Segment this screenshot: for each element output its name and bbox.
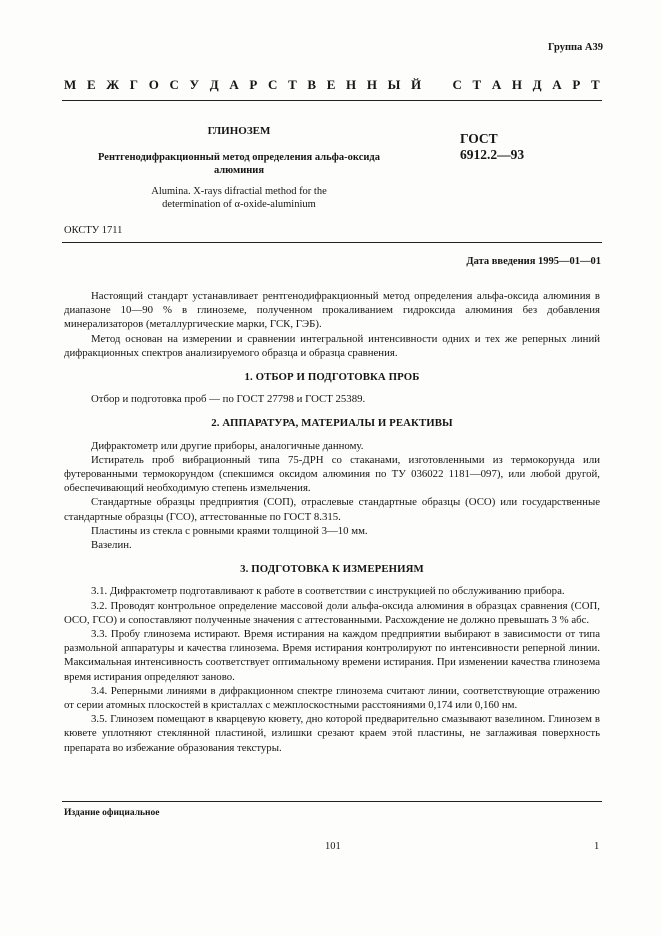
paragraph: 3.3. Пробу глинозема истирают. Время истирания на каждом предприятии выбирают в зависимости от типа размольной аппаратуры и качества глинозема. Время истирания контролируют по интенсивности реперной линии. Максимальная интенсивность соответствует оптимальному времени истирания. При изменении качества глинозема время истирания определяют заново. [64, 628, 600, 683]
banner-letter: Д [532, 77, 542, 92]
banner-letter: Ж [106, 77, 120, 92]
english-title-line: determination of α-oxide-aluminium [162, 199, 316, 210]
banner-letter: Й [411, 77, 422, 92]
banner-letter: Т [472, 77, 482, 92]
banner-letter: Р [572, 77, 581, 92]
group-code: Группа А39 [547, 42, 603, 53]
paragraph: Истиратель проб вибрационный типа 75-ДРН со стаканами, изготовленными из термокорунда или футерованными термокорундом (спекшимся оксидом алюминия по ТУ 036022 1181—097), или любой другой, обеспечивающий необходимую степень измельчения. [64, 453, 600, 495]
official-edition-note: Издание официальное [64, 808, 160, 818]
gost-designation [460, 131, 524, 163]
english-title-line: Alumina. X-rays difractial method for the [151, 186, 327, 197]
english-title [64, 185, 414, 211]
banner-letter: А [491, 77, 502, 92]
banner-letter: Т [590, 77, 600, 92]
banner-letter: Д [209, 77, 219, 92]
banner-letter: Н [511, 77, 523, 92]
sheet-number: 1 [594, 841, 600, 852]
paragraph: Отбор и подготовка проб — по ГОСТ 27798 и ГОСТ 25389. [91, 393, 366, 406]
banner-letter: О [148, 77, 159, 92]
effective-date: Дата введения 1995—01—01 [466, 256, 601, 267]
paragraph: 3.2. Проводят контрольное определение массовой доли альфа-оксида алюминия в образцах сравнения (СОП, ОСО, ГСО) и сопоставляют полученные значения с аттестованными. Расхождение не должно превышать 3 % абс. [64, 599, 600, 626]
banner-letter: С [268, 77, 278, 92]
top-divider [62, 100, 602, 101]
banner-letter: А [229, 77, 239, 92]
document-body [64, 289, 600, 755]
gost-number: 6912.2—93 [460, 147, 525, 162]
paragraph: Метод основан на измерении и сравнении интегральной интенсивности одних и тех же реперных линий дифракционных спектров анализируемого образца и образца сравнения. [64, 332, 600, 359]
document-subtitle [64, 151, 414, 177]
paragraph: Дифрактометр или другие приборы, аналогичные данному. [91, 439, 364, 452]
banner-letter: Н [346, 77, 357, 92]
banner-letter: Ы [387, 77, 401, 92]
paragraph: Пластины из стекла с ровными краями толщиной 3—10 мм. [91, 524, 368, 537]
paragraph: Вазелин. [91, 539, 132, 552]
banner-letter: В [307, 77, 317, 92]
subtitle-line: Рентгенодифракционный метод определения альфа-оксида [98, 152, 380, 163]
okstu-code: ОКСТУ 1711 [64, 225, 123, 236]
document-title: ГЛИНОЗЕМ [207, 125, 271, 137]
middle-divider [62, 242, 602, 243]
section-heading: 2. АППАРАТУРА, МАТЕРИАЛЫ И РЕАКТИВЫ [211, 417, 453, 430]
banner-letter: Н [366, 77, 377, 92]
banner-gap [432, 77, 442, 93]
standard-banner [64, 77, 600, 93]
paragraph: 3.1. Дифрактометр подготавливают к работе в соответствии с инструкцией по обслуживанию прибора. [91, 585, 565, 598]
paragraph: Стандартные образцы предприятия (СОП), отраслевые стандартные образцы (ОСО) или государственные стандартные образцы (ГСО), аттестованные по ГОСТ 8.315. [64, 496, 600, 523]
paragraph: 3.4. Реперными линиями в дифракционном спектре глинозема считают линии, соответствующие отражению от серии атомных плоскостей в кристаллах с межплоскостными расстояниями 0,174 или 0,160 нм. [64, 684, 600, 712]
banner-letter: М [64, 77, 77, 92]
subtitle-line: алюминия [213, 165, 265, 176]
banner-letter: Е [86, 77, 96, 92]
banner-letter: Т [288, 77, 297, 92]
paragraph: 3.5. Глинозем помещают в кварцевую кювету, дно которой предварительно смазывают вазелином. Глинозем в кювете уплотняют стеклянной пластиной, излишки срезают краем этой пластины, не заглаживая поверхность препарата во избежание образования текстуры. [64, 713, 600, 754]
banner-letter: С [169, 77, 179, 92]
section-heading: 3. ПОДГОТОВКА К ИЗМЕРЕНИЯМ [240, 563, 424, 576]
banner-letter: А [552, 77, 562, 92]
footer-divider [62, 801, 602, 802]
gost-label: ГОСТ [460, 131, 498, 146]
section-heading: 1. ОТБОР И ПОДГОТОВКА ПРОБ [244, 371, 420, 384]
banner-letter: У [189, 77, 200, 92]
page-number: 101 [325, 841, 341, 852]
banner-letter: Р [249, 77, 258, 92]
paragraph: Настоящий стандарт устанавливает рентгенодифракционный метод определения альфа-оксида алюминия в диапазоне 10—90 % в глиноземе, полученном прокаливанием гидроксида алюминия без добавления минерализаторов (металлургические марки, ГСК, ГЭБ). [64, 290, 600, 331]
banner-letter: Е [326, 77, 336, 92]
banner-letter: С [452, 77, 462, 92]
banner-letter: Г [129, 77, 139, 92]
